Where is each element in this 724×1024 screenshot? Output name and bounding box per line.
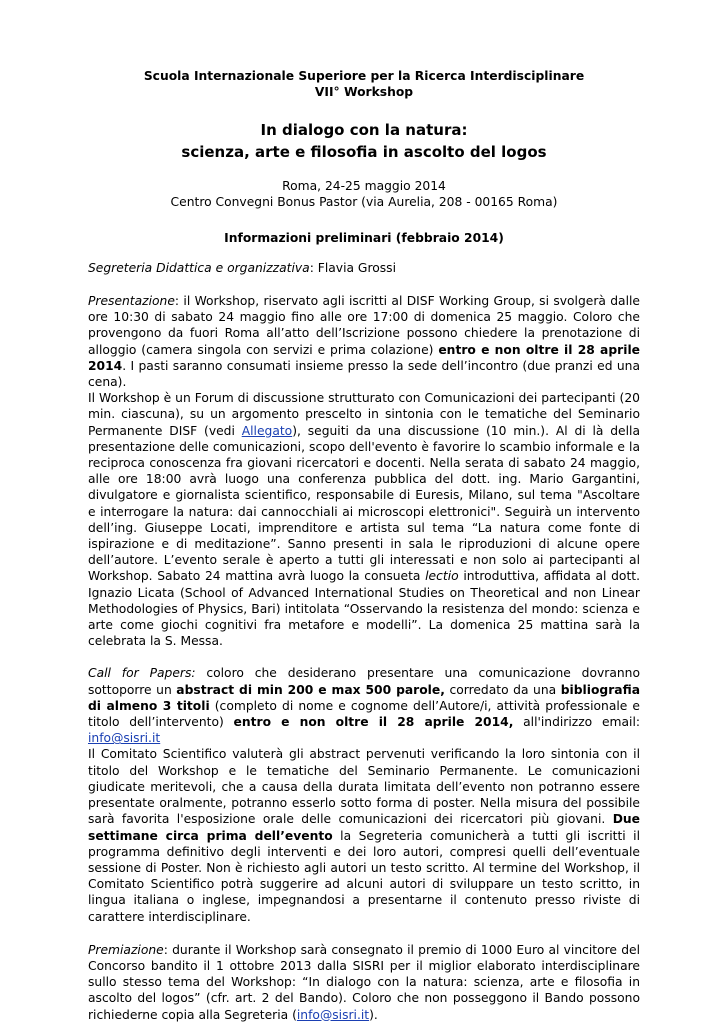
premiazione-email-link[interactable]: info@sisri.it: [296, 1007, 370, 1022]
title-line-2: scienza, arte e filosofia in ascolto del logos: [181, 143, 547, 161]
call-bibliography: bibliografia di almeno 3 titoli: [88, 682, 640, 713]
workshop-number: VII° Workshop: [314, 85, 414, 99]
forum-text-1: Il Workshop è un Forum di discussione strutturato con Comunicazioni dei partecipanti (20 min. ciascuna), su un argomento prescelto in sintonia con le tematiche del Seminario Permanente DISF (vedi: [88, 391, 640, 438]
committee-two-weeks: Due settimane circa prima dell’evento: [88, 812, 640, 843]
forum-paragraph: [88, 390, 640, 649]
premiazione-text-1: : durante il Workshop sarà consegnato il premio di 1000 Euro al vincitore del Concorso bandito il 1 ottobre 2013 dalla SISRI per il miglior elaborato interdisciplinare sullo stesso tema del Workshop: “In dialogo con la natura: scienza, arte e filosofia in ascolto del logos” (cfr. art. 2 del Bando). Coloro che non posseggono il Bando possono richiederne copia alla Segreteria (: [88, 942, 640, 1022]
secretariat-label: Segreteria Didattica e organizzativa: [88, 261, 310, 275]
presentazione-deadline: entro e non oltre il 28 aprile 2014: [88, 342, 640, 373]
secretariat-line: [88, 260, 640, 276]
call-text-3: (completo di nome e cognome dell’Autore/i, attività professionale e titolo dell’intervento): [88, 698, 640, 730]
lectio-word: lectio: [425, 569, 459, 584]
premiazione-paragraph: [88, 942, 640, 1023]
call-abstract-length: abstract di min 200 e max 500 parole,: [176, 682, 445, 697]
call-email-link[interactable]: info@sisri.it: [88, 731, 161, 746]
presentazione-paragraph: [88, 293, 640, 390]
forum-text-2: ), seguiti da una discussione (10 min.). Al di là della presentazione delle comunicazioni, scopo dell'evento è favorire lo scambio informale e la reciproca conoscenza fra giovani ricercatori e docenti. Nella serata di sabato 24 maggio, alle ore 18:00 avrà luogo una conferenza pubblica del dott. ing. Mario Gargantini, divulgatore e giornalista scientifico, responsabile di Euresis, Milano, sul tema "Ascoltare e interrogare la natura: dai cannocchiali ai microscopi elettronici". Seguirà un intervento dell’ing. Giuseppe Locati, imprenditore e artista sul tema “La natura come fonte di ispirazione e di meditazione”. Sanno presenti in sala le riproduzioni di alcune opere dell’autore. L’evento serale è aperto a tutti gli interessati e non solo ai partecipanti al Workshop. Sabato 24 mattina avrà luogo la consueta: [88, 423, 640, 584]
document-page: [88, 68, 640, 1023]
call-label: Call for Papers:: [88, 666, 196, 681]
call-text-2: corredato da una: [444, 682, 561, 697]
venue: [88, 178, 640, 210]
allegato-link[interactable]: Allegato: [241, 423, 293, 438]
presentazione-text-2: . I pasti saranno consumati insieme presso la sede dell’incontro (due pranzi ed una cena).: [88, 358, 640, 390]
info-heading: Informazioni preliminari (febbraio 2014): [224, 231, 504, 245]
call-text-1: coloro che desiderano presentare una comunicazione dovranno sottoporre un: [88, 666, 640, 697]
presentazione-text-1: : il Workshop, riservato agli iscritti al DISF Working Group, si svolgerà dalle ore 10:30 di sabato 24 maggio fino alle ore 17:00 di domenica 25 maggio. Coloro che provengono da fuori Roma all’atto dell’Iscrizione possono chiedere la prenotazione di alloggio (camera singola con servizi e prima colazione): [88, 294, 640, 357]
venue-address: Centro Convegni Bonus Pastor (via Aurelia, 208 - 00165 Roma): [170, 195, 558, 209]
call-deadline: entro e non oltre il 28 aprile 2014,: [233, 715, 514, 730]
committee-text-1: Il Comitato Scientifico valuterà gli abstract pervenuti verificando la loro sintonia con il titolo del Workshop e le tematiche del Seminario Permanente. Le comunicazioni giudicate meritevoli, che a causa della durata limitata dell’evento non potranno essere presentate oralmente, potranno esserlo sotto forma di poster. Nella misura del possibile sarà favorita l'esposizione orale delle comunicazioni dei ricercatori più giovani.: [88, 747, 640, 827]
call-paragraph: [88, 665, 640, 746]
committee-text-2: la Segreteria comunicherà a tutti gli iscritti il programma definitivo degli interventi e dei loro autori, compresi quelli dell’eventuale sessione di Poster. Non è richiesto agli autori un testo scritto. Al termine del Workshop, il Comitato Scientifico potrà suggerire ad alcuni autori di sviluppare un testo scritto, in lingua italiana o inglese, impegnandosi a presentarne il contenuto presso riviste di carattere interdisciplinare.: [88, 828, 640, 924]
premiazione-label: Premiazione: [88, 942, 164, 957]
venue-dates: Roma, 24-25 maggio 2014: [282, 179, 446, 193]
call-text-4: all'indirizzo email:: [513, 715, 640, 730]
workshop-title: [88, 119, 640, 163]
premiazione-text-2: ).: [369, 1007, 378, 1022]
school-name: Scuola Internazionale Superiore per la Ricerca Interdisciplinare: [143, 69, 585, 83]
secretariat-sep: :: [309, 261, 318, 275]
title-line-1: In dialogo con la natura:: [260, 121, 468, 139]
secretariat-name: Flavia Grossi: [317, 261, 396, 275]
forum-text-3: introduttiva, affidata al dott. Ignazio Licata (School of Advanced International Studies on Theoretical and non Linear Methodologies of Physics, Bari) intitolata “Osservando la resistenza del mondo: scienza e arte come giochi cognitivi fra metafore e modelli”. La domenica 25 mattina sarà la celebrata la S. Messa.: [88, 569, 641, 649]
presentazione-label: Presentazione: [88, 294, 175, 308]
committee-paragraph: [88, 746, 640, 924]
